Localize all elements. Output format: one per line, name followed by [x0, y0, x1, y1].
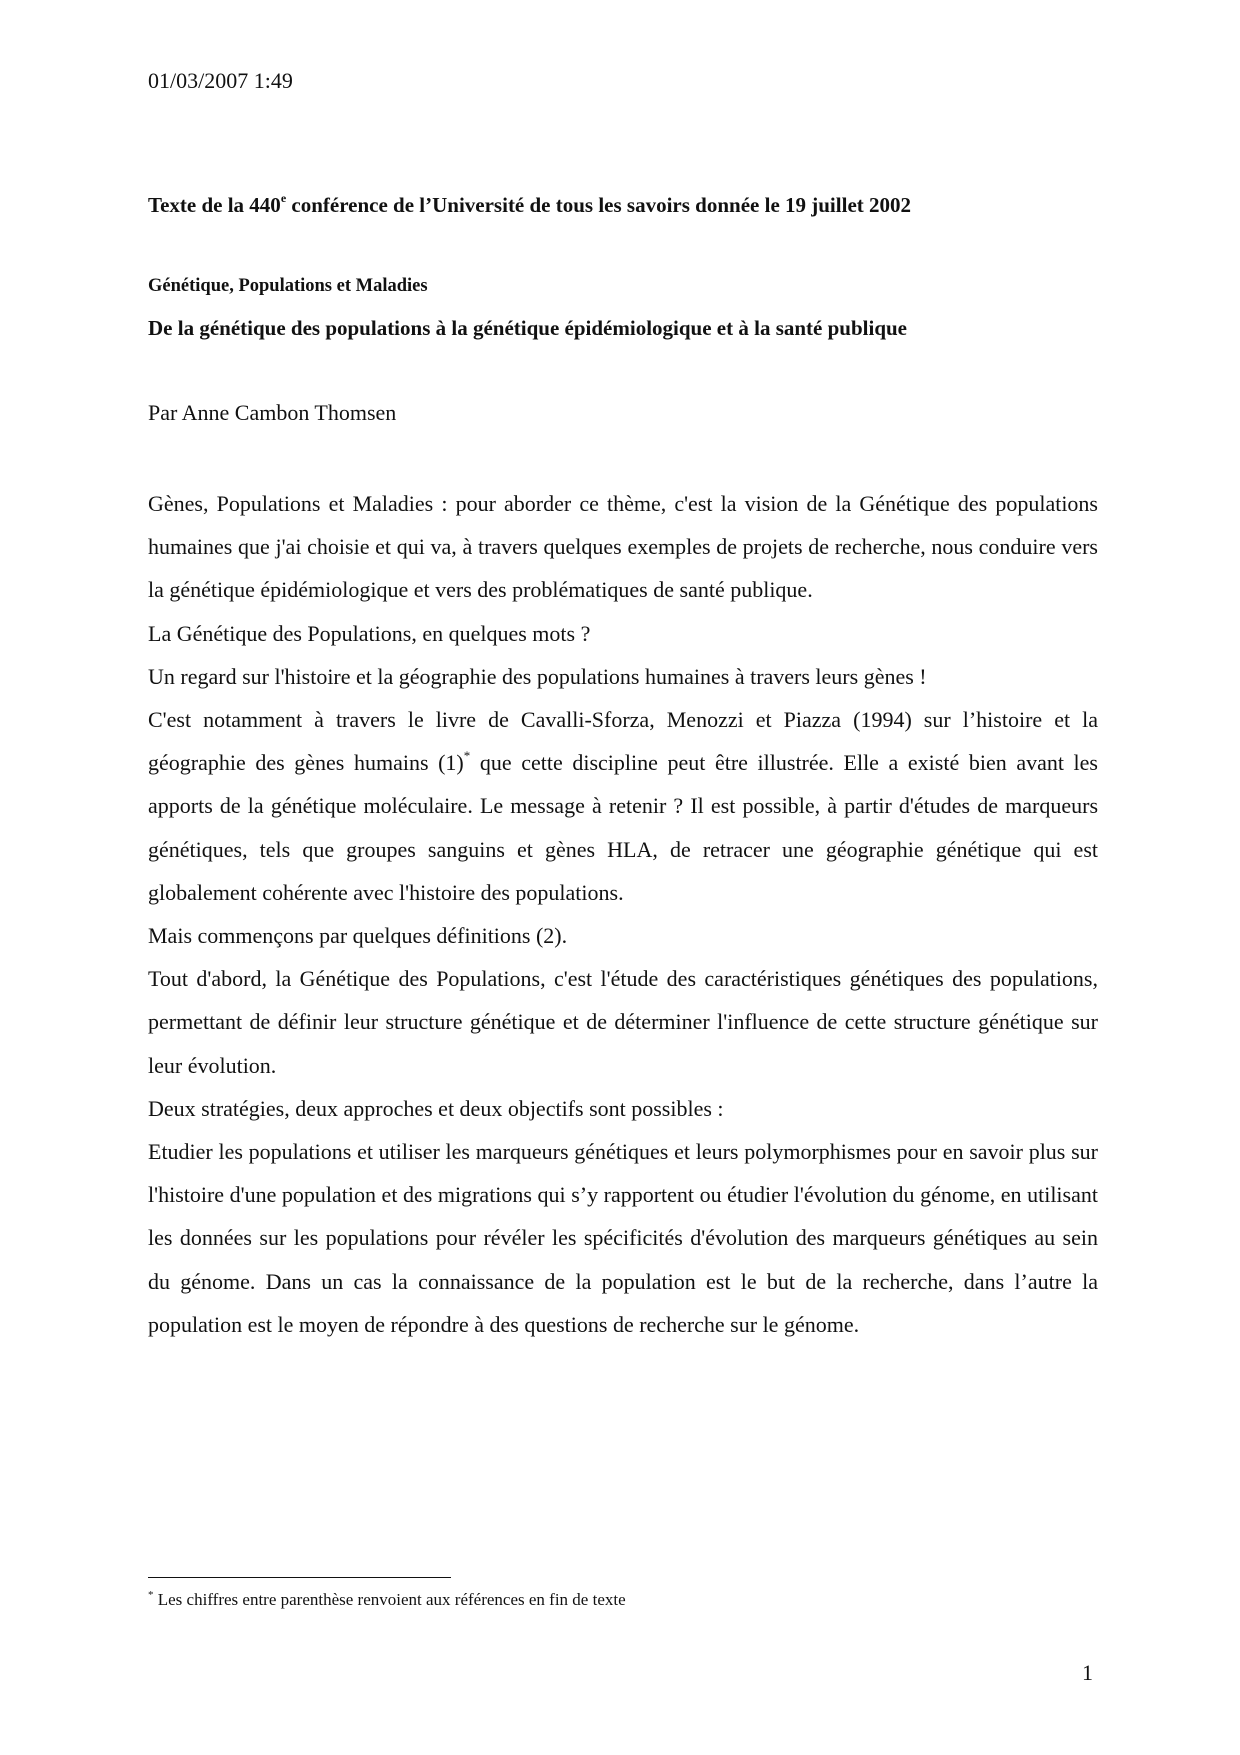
title-suffix: conférence de l’Université de tous les savoirs donnée le 19 juillet 2002 — [286, 193, 912, 217]
document-title — [148, 193, 911, 218]
main-subtitle: De la génétique des populations à la génétique épidémiologique et à la santé publique — [148, 316, 907, 340]
paragraph-2: La Génétique des Populations, en quelques mots ? — [148, 620, 591, 646]
title-superscript: e — [280, 191, 287, 205]
paragraph-6: Tout d'abord, la Génétique des Populations, c'est l'étude des caractéristiques génétiques des populations, permettant de définir leur structure génétique et de déterminer l'influence de cette structure génétique sur leur évolution. — [148, 966, 1098, 1078]
paragraph-8: Etudier les populations et utiliser les marqueurs génétiques et leurs polymorphismes pour en savoir plus sur l'histoire d'une population et des migrations qui s’y rapportent ou étudier l'évolution du génome, en utilisant les données sur les populations pour révéler les spécificités d'évolution des marqueurs génétiques au sein du génome. Dans un cas la connaissance de la population est le but de la recherche, dans l’autre la population est le moyen de répondre à des questions de recherche sur le génome. — [148, 1139, 1098, 1337]
author-line: Par Anne Cambon Thomsen — [148, 400, 397, 425]
section-subtitle: Génétique, Populations et Maladies — [148, 276, 428, 296]
footnote — [148, 1590, 626, 1610]
paragraph-3: Un regard sur l'histoire et la géographie des populations humaines à travers leurs gènes ! — [148, 663, 927, 689]
paragraph-5: Mais commençons par quelques définitions (2). — [148, 923, 568, 949]
footnote-reference: * — [463, 748, 471, 764]
title-prefix: Texte de la 440 — [148, 193, 281, 217]
paragraph-4-end: que cette discipline peut être illustrée. Elle a existé bien avant les apports de la génétique moléculaire. Le message à retenir ? Il est possible, à partir d'études de marqueurs génétiques, tels que groupes sanguins et gènes HLA, de retracer une géographie génétique qui est globalement cohérente avec l'histoire des populations. — [148, 750, 1098, 905]
footnote-separator — [148, 1577, 451, 1578]
body-text — [148, 482, 1098, 1346]
paragraph-7: Deux stratégies, deux approches et deux objectifs sont possibles : — [148, 1095, 724, 1121]
paragraph-4 — [148, 698, 1098, 914]
page-number: 1 — [1082, 1660, 1093, 1685]
footnote-text: Les chiffres entre parenthèse renvoient aux références en fin de texte — [153, 1590, 626, 1609]
footnote-marker: * — [148, 1589, 154, 1601]
paragraph-4-start: C'est notamment à travers le livre de Cavalli-Sforza, Menozzi et Piazza (1994) sur l’histoire et la géographie des gènes humains (1) — [148, 707, 1098, 776]
header-date: 01/03/2007 1:49 — [148, 68, 293, 93]
paragraph-1: Gènes, Populations et Maladies : pour aborder ce thème, c'est la vision de la Génétique des populations humaines que j'ai choisie et qui va, à travers quelques exemples de projets de recherche, nous conduire vers la génétique épidémiologique et vers des problématiques de santé publique. — [148, 491, 1098, 603]
